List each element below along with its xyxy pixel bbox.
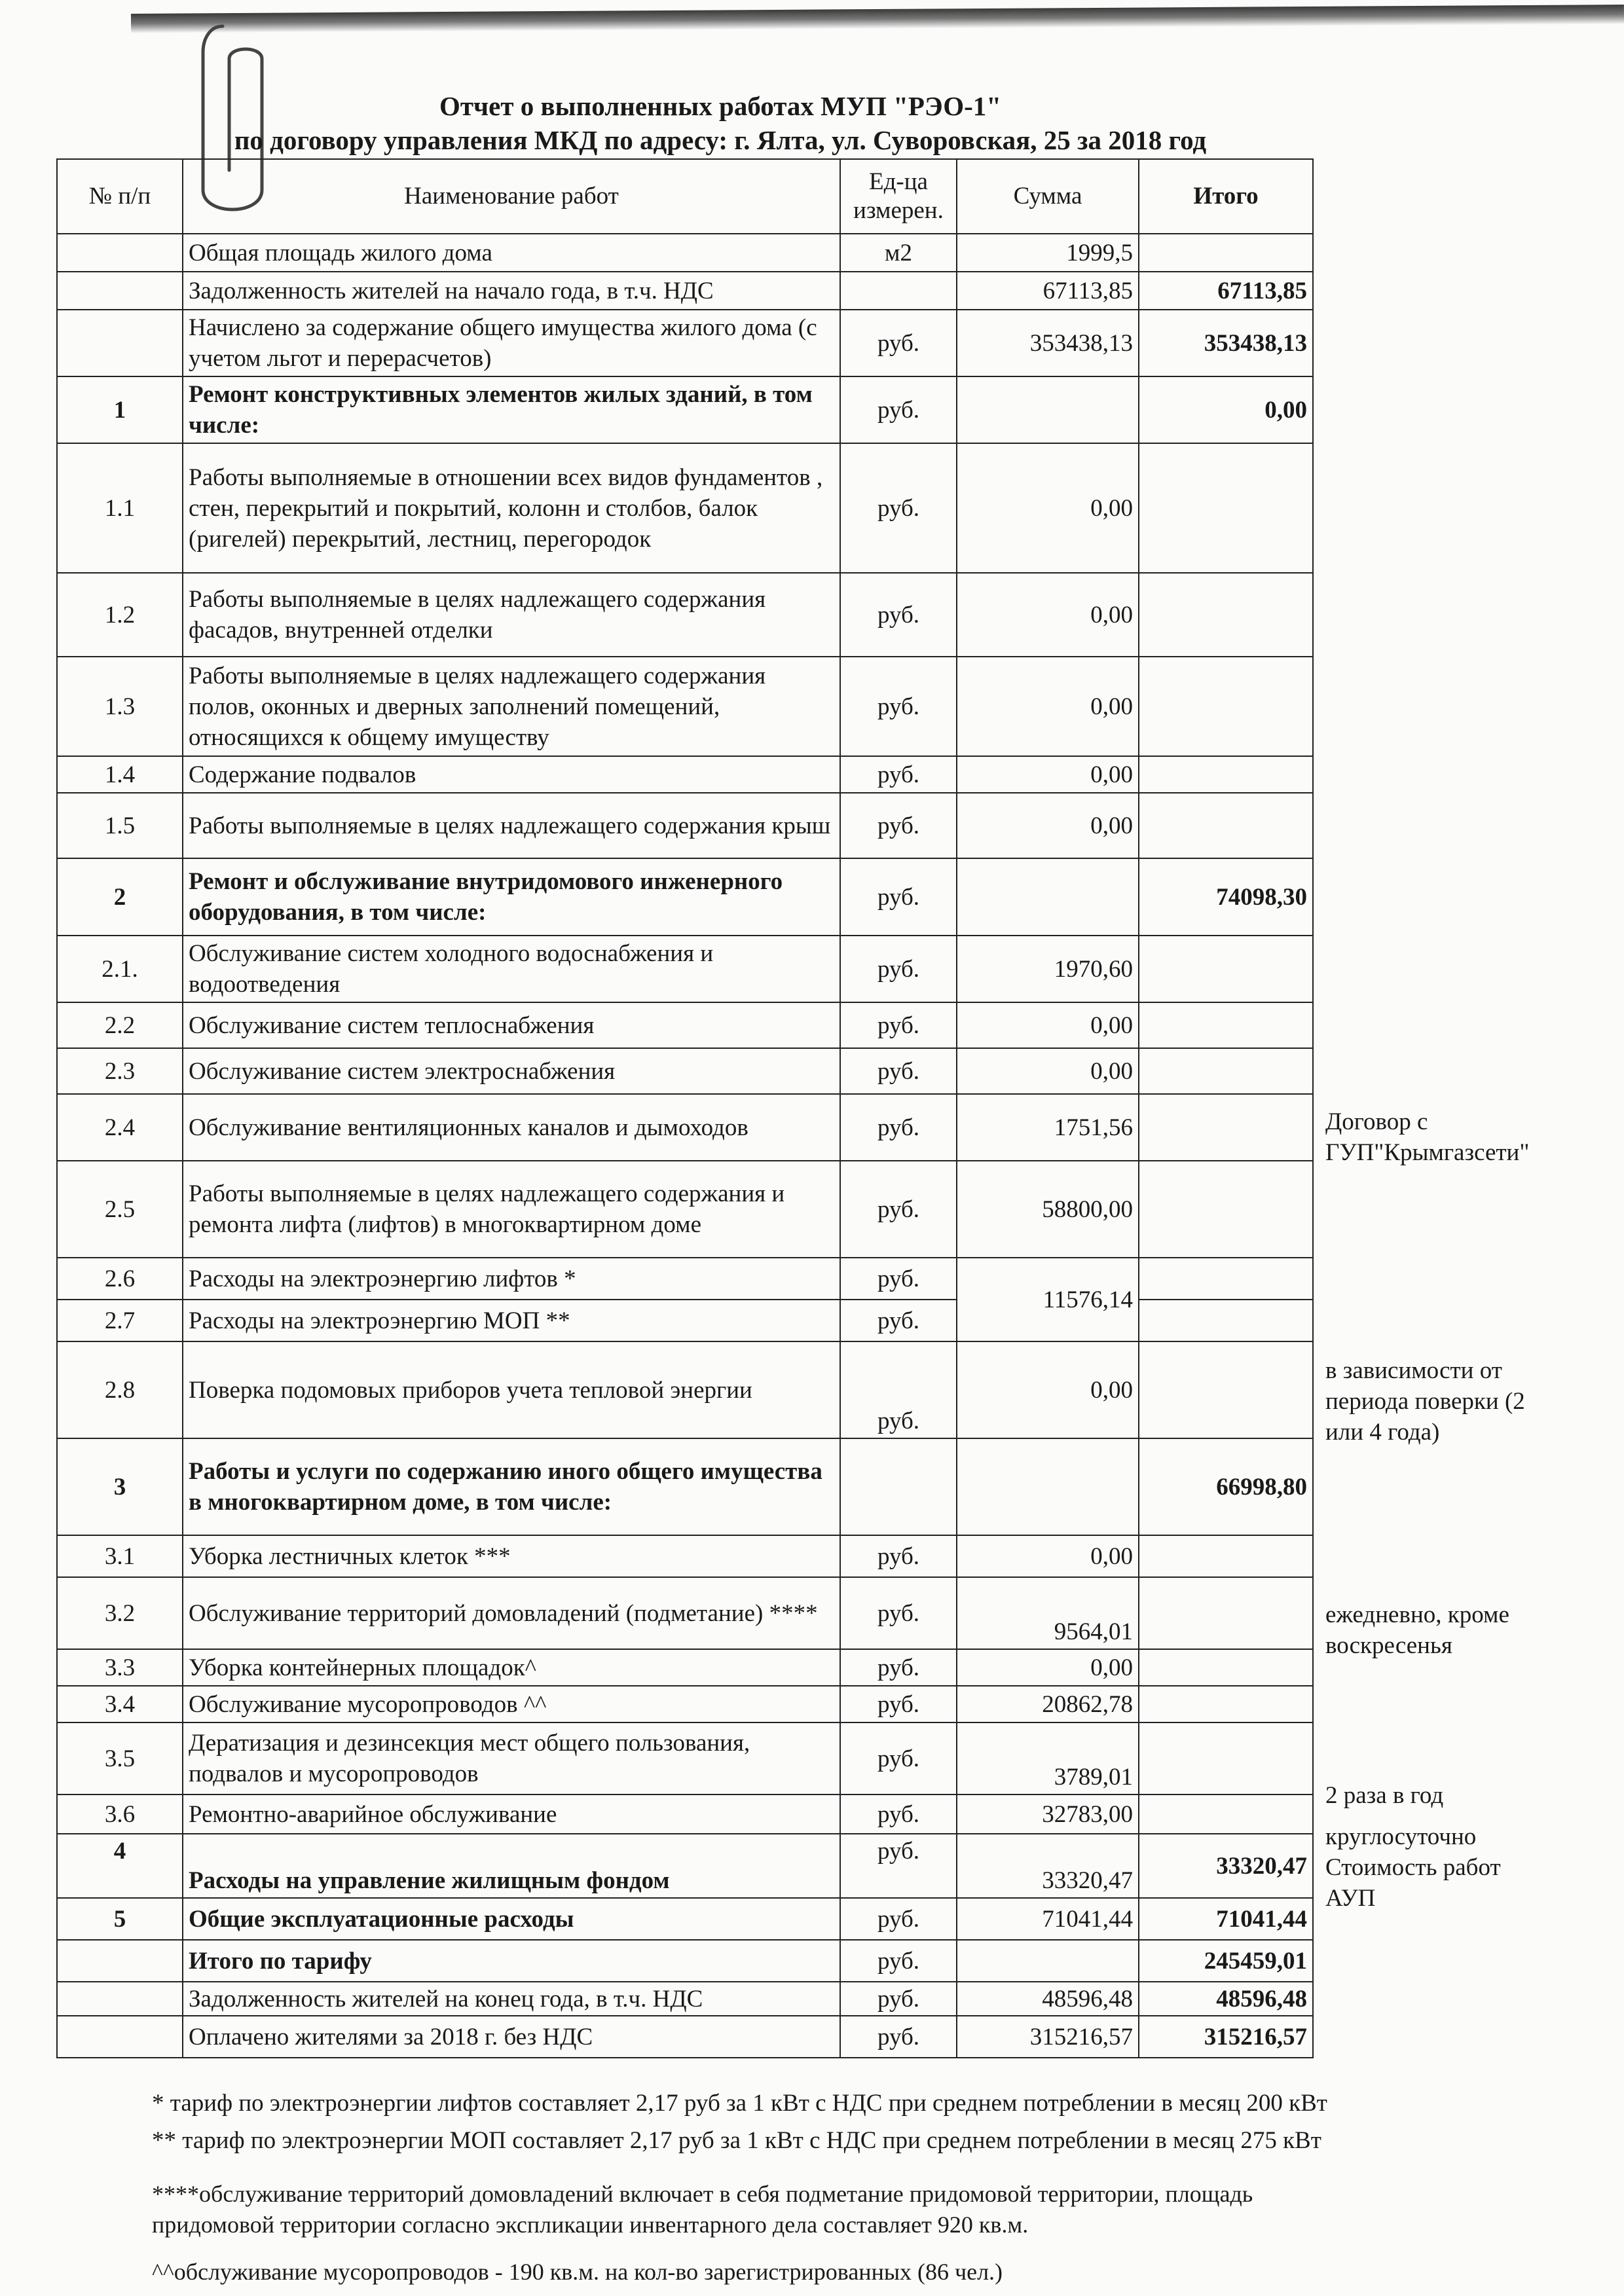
table-row	[57, 1258, 1313, 1300]
row-name: Работы выполняемые в целях надлежащего содержания фасадов, внутренней отделки	[183, 573, 840, 657]
row-total: 353438,13	[1139, 310, 1313, 376]
report-title: Отчет о выполненных работах МУП "РЭО-1"	[439, 91, 1002, 121]
table-row	[57, 936, 1313, 1002]
row-sum: 9564,01	[957, 1577, 1139, 1649]
row-name: Задолженность жителей на конец года, в т.ч. НДС	[183, 1982, 840, 2016]
table-row	[57, 1982, 1313, 2016]
table-row	[57, 756, 1313, 793]
side-note-twice-a-year: 2 раза в год	[1325, 1782, 1444, 1809]
table-header-row	[57, 159, 1313, 234]
row-name: Обслуживание систем электроснабжения	[183, 1048, 840, 1094]
row-total: 33320,47	[1139, 1834, 1313, 1898]
row-total: 0,00	[1139, 376, 1313, 443]
row-name: Обслуживание систем теплоснабжения	[183, 1002, 840, 1048]
row-unit: руб.	[840, 1649, 957, 1686]
row-unit: руб.	[840, 793, 957, 858]
row-num: 2.4	[57, 1094, 183, 1161]
row-total	[1139, 756, 1313, 793]
row-num: 3	[57, 1438, 183, 1535]
row-total	[1139, 1686, 1313, 1722]
row-sum: 48596,48	[957, 1982, 1139, 2016]
row-name: Обслуживание территорий домовладений (подметание) ****	[183, 1577, 840, 1649]
row-num: 2.1.	[57, 936, 183, 1002]
row-unit: руб.	[840, 1535, 957, 1577]
row-num: 2.5	[57, 1161, 183, 1258]
row-name: Работы выполняемые в целях надлежащего содержания и ремонта лифта (лифтов) в многоквартирном доме	[183, 1161, 840, 1258]
row-unit: руб.	[840, 1722, 957, 1795]
row-num	[57, 272, 183, 310]
row-total: 315216,57	[1139, 2016, 1313, 2058]
row-sum: 315216,57	[957, 2016, 1139, 2058]
row-total	[1139, 443, 1313, 573]
row-sum: 3789,01	[957, 1722, 1139, 1795]
row-num: 2.3	[57, 1048, 183, 1094]
row-name: Дератизация и дезинсекция мест общего пользования, подвалов и мусоропроводов	[183, 1722, 840, 1795]
table-row	[57, 1002, 1313, 1048]
row-total	[1139, 1577, 1313, 1649]
footnote-lifts: * тариф по электроэнергии лифтов составляет 2,17 руб за 1 кВт с НДС при среднем потреблении в месяц 200 кВт	[152, 2090, 1327, 2117]
row-num: 3.4	[57, 1686, 183, 1722]
table-row	[57, 1094, 1313, 1161]
row-name: Ремонт конструктивных элементов жилых зданий, в том числе:	[183, 376, 840, 443]
row-sum: 0,00	[957, 443, 1139, 573]
row-sum: 1970,60	[957, 936, 1139, 1002]
row-sum: 353438,13	[957, 310, 1139, 376]
table-row	[57, 573, 1313, 657]
row-name: Работы выполняемые в отношении всех видов фундаментов , стен, перекрытий и покрытий, колонн и столбов, балок (ригелей) перекрытий, лестниц, перегородок	[183, 443, 840, 573]
header-unit: Ед-ца измерен.	[840, 159, 957, 234]
row-total	[1139, 657, 1313, 756]
table-row-section	[57, 1898, 1313, 1940]
row-name: Уборка контейнерных площадок^	[183, 1649, 840, 1686]
side-note-round-the-clock: круглосуточно	[1325, 1823, 1477, 1850]
row-total	[1139, 1535, 1313, 1577]
row-total	[1139, 573, 1313, 657]
row-sum: 71041,44	[957, 1898, 1139, 1940]
table-row-section	[57, 1438, 1313, 1535]
row-num	[57, 1982, 183, 2016]
row-total	[1139, 1161, 1313, 1258]
side-note-poverka: в зависимости от периода поверки (2 или 4 года)	[1325, 1357, 1525, 1446]
row-sum	[957, 1438, 1139, 1535]
footnote-territory: ****обслуживание территорий домовладений включает в себя подметание придомовой территории, площадь придомовой территории согласно экспликации инвентарного дела составляет 920 кв.м.	[152, 2181, 1253, 2238]
table-row	[57, 310, 1313, 376]
row-total	[1139, 936, 1313, 1002]
row-num: 2.8	[57, 1341, 183, 1438]
row-sum: 32783,00	[957, 1795, 1139, 1834]
row-sum: 0,00	[957, 1535, 1139, 1577]
row-name: Задолженность жителей на начало года, в т.ч. НДС	[183, 272, 840, 310]
row-name: Ремонт и обслуживание внутридомового инженерного оборудования, в том числе:	[183, 858, 840, 936]
row-name: Общая площадь жилого дома	[183, 234, 840, 272]
header-total: Итого	[1139, 159, 1313, 234]
row-sum: 0,00	[957, 1002, 1139, 1048]
row-unit: руб.	[840, 573, 957, 657]
table-row	[57, 272, 1313, 310]
row-unit: руб.	[840, 376, 957, 443]
row-sum: 1999,5	[957, 234, 1139, 272]
row-num: 4	[57, 1834, 183, 1898]
table-row	[57, 443, 1313, 573]
footnote-mop: ** тариф по электроэнергии МОП составляет 2,17 руб за 1 кВт с НДС при среднем потреблении в месяц 275 кВт	[152, 2127, 1321, 2154]
row-num: 2.6	[57, 1258, 183, 1300]
row-name: Обслуживание вентиляционных каналов и дымоходов	[183, 1094, 840, 1161]
row-sum	[957, 376, 1139, 443]
row-unit: руб.	[840, 1795, 957, 1834]
row-unit: руб.	[840, 936, 957, 1002]
row-sum: 0,00	[957, 793, 1139, 858]
row-total	[1139, 1649, 1313, 1686]
row-name: Поверка подомовых приборов учета тепловой энергии	[183, 1341, 840, 1438]
row-sum: 58800,00	[957, 1161, 1139, 1258]
row-num: 3.2	[57, 1577, 183, 1649]
row-name: Работы и услуги по содержанию иного общего имущества в многоквартирном доме, в том числе:	[183, 1438, 840, 1535]
row-num: 2.2	[57, 1002, 183, 1048]
row-name: Оплачено жителями за 2018 г. без НДС	[183, 2016, 840, 2058]
row-unit: руб.	[840, 1898, 957, 1940]
row-num	[57, 310, 183, 376]
row-total: 67113,85	[1139, 272, 1313, 310]
row-total	[1139, 1722, 1313, 1795]
row-unit: руб.	[840, 2016, 957, 2058]
row-total	[1139, 1048, 1313, 1094]
row-unit: руб.	[840, 1686, 957, 1722]
row-num	[57, 1940, 183, 1982]
row-name: Содержание подвалов	[183, 756, 840, 793]
row-unit: руб.	[840, 1300, 957, 1341]
row-num: 3.5	[57, 1722, 183, 1795]
row-num: 3.1	[57, 1535, 183, 1577]
row-sum: 0,00	[957, 1048, 1139, 1094]
row-total	[1139, 1795, 1313, 1834]
header-sum: Сумма	[957, 159, 1139, 234]
row-sum: 0,00	[957, 756, 1139, 793]
row-name: Расходы на электроэнергию лифтов *	[183, 1258, 840, 1300]
row-unit: руб.	[840, 310, 957, 376]
side-note-sweeping: ежедневно, кроме воскресенья	[1325, 1601, 1509, 1659]
row-name: Работы выполняемые в целях надлежащего содержания полов, оконных и дверных заполнений помещений, относящихся к общему имуществу	[183, 657, 840, 756]
row-total	[1139, 1094, 1313, 1161]
header-num: № п/п	[57, 159, 183, 234]
table-row	[57, 1722, 1313, 1795]
table-row	[57, 1649, 1313, 1686]
row-num: 1	[57, 376, 183, 443]
row-unit	[840, 1438, 957, 1535]
scan-top-edge	[131, 5, 1624, 33]
row-name: Работы выполняемые в целях надлежащего содержания крыш	[183, 793, 840, 858]
row-total: 74098,30	[1139, 858, 1313, 936]
row-num: 1.5	[57, 793, 183, 858]
row-total	[1139, 793, 1313, 858]
row-unit: руб.	[840, 1982, 957, 2016]
row-num	[57, 2016, 183, 2058]
table-row	[57, 1535, 1313, 1577]
side-note-aup: Стоимость работ АУП	[1325, 1854, 1501, 1912]
footnote-garbage-chute: ^^обслуживание мусоропроводов - 190 кв.м. на кол-во зарегистрированных (86 чел.)	[152, 2259, 1003, 2285]
table-row-section	[57, 1834, 1313, 1898]
table-row	[57, 1341, 1313, 1438]
row-total	[1139, 1300, 1313, 1341]
row-total: 245459,01	[1139, 1940, 1313, 1982]
row-unit: руб.	[840, 1094, 957, 1161]
row-name: Итого по тарифу	[183, 1940, 840, 1982]
report-subtitle: по договору управления МКД по адресу: г. Ялта, ул. Суворовская, 25 за 2018 год	[234, 125, 1207, 155]
row-sum	[957, 858, 1139, 936]
row-total	[1139, 1258, 1313, 1300]
row-sum: 0,00	[957, 657, 1139, 756]
row-name: Ремонтно-аварийное обслуживание	[183, 1795, 840, 1834]
row-unit	[840, 272, 957, 310]
row-total	[1139, 234, 1313, 272]
row-unit: руб.	[840, 1577, 957, 1649]
row-unit: руб.	[840, 1002, 957, 1048]
table-row	[57, 1048, 1313, 1094]
table-row-summary	[57, 1940, 1313, 1982]
row-unit: руб.	[840, 1258, 957, 1300]
table-row	[57, 1686, 1313, 1722]
row-num: 2.7	[57, 1300, 183, 1341]
row-unit: м2	[840, 234, 957, 272]
row-num: 1.4	[57, 756, 183, 793]
row-unit: руб.	[840, 443, 957, 573]
row-num: 2	[57, 858, 183, 936]
row-unit: руб.	[840, 1834, 957, 1898]
table-row-section	[57, 376, 1313, 443]
row-num: 3.3	[57, 1649, 183, 1686]
row-sum: 0,00	[957, 573, 1139, 657]
table-row	[57, 2016, 1313, 2058]
row-num: 1.3	[57, 657, 183, 756]
row-unit: руб.	[840, 1161, 957, 1258]
row-sum: 33320,47	[957, 1834, 1139, 1898]
header-name: Наименование работ	[183, 159, 840, 234]
row-name: Обслуживание систем холодного водоснабжения и водоотведения	[183, 936, 840, 1002]
table-row	[57, 793, 1313, 858]
row-num: 1.1	[57, 443, 183, 573]
row-sum: 67113,85	[957, 272, 1139, 310]
row-unit: руб.	[840, 1940, 957, 1982]
table-row	[57, 1161, 1313, 1258]
row-unit: руб.	[840, 858, 957, 936]
report-table	[56, 158, 1314, 2058]
row-name: Начислено за содержание общего имущества жилого дома (с учетом льгот и перерасчетов)	[183, 310, 840, 376]
row-sum: 0,00	[957, 1649, 1139, 1686]
table-row	[57, 657, 1313, 756]
row-name: Расходы на управление жилищным фондом	[183, 1834, 840, 1898]
table-row	[57, 234, 1313, 272]
row-unit: руб.	[840, 657, 957, 756]
table-row	[57, 1795, 1313, 1834]
table-row-section	[57, 858, 1313, 936]
table-row	[57, 1577, 1313, 1649]
row-total: 66998,80	[1139, 1438, 1313, 1535]
row-unit: руб.	[840, 1341, 957, 1438]
row-sum-merged: 11576,14	[957, 1258, 1139, 1341]
side-note-gazseti: Договор с ГУП"Крымгазсети"	[1325, 1108, 1530, 1166]
row-sum	[957, 1940, 1139, 1982]
row-name: Общие эксплуатационные расходы	[183, 1898, 840, 1940]
row-name: Обслуживание мусоропроводов ^^	[183, 1686, 840, 1722]
row-total: 71041,44	[1139, 1898, 1313, 1940]
row-total	[1139, 1002, 1313, 1048]
row-total: 48596,48	[1139, 1982, 1313, 2016]
row-unit: руб.	[840, 1048, 957, 1094]
row-sum: 20862,78	[957, 1686, 1139, 1722]
row-num	[57, 234, 183, 272]
row-sum: 0,00	[957, 1341, 1139, 1438]
row-total	[1139, 1341, 1313, 1438]
row-num: 3.6	[57, 1795, 183, 1834]
row-name: Расходы на электроэнергию МОП **	[183, 1300, 840, 1341]
row-unit: руб.	[840, 756, 957, 793]
row-num: 5	[57, 1898, 183, 1940]
row-sum: 1751,56	[957, 1094, 1139, 1161]
row-name: Уборка лестничных клеток ***	[183, 1535, 840, 1577]
row-num: 1.2	[57, 573, 183, 657]
